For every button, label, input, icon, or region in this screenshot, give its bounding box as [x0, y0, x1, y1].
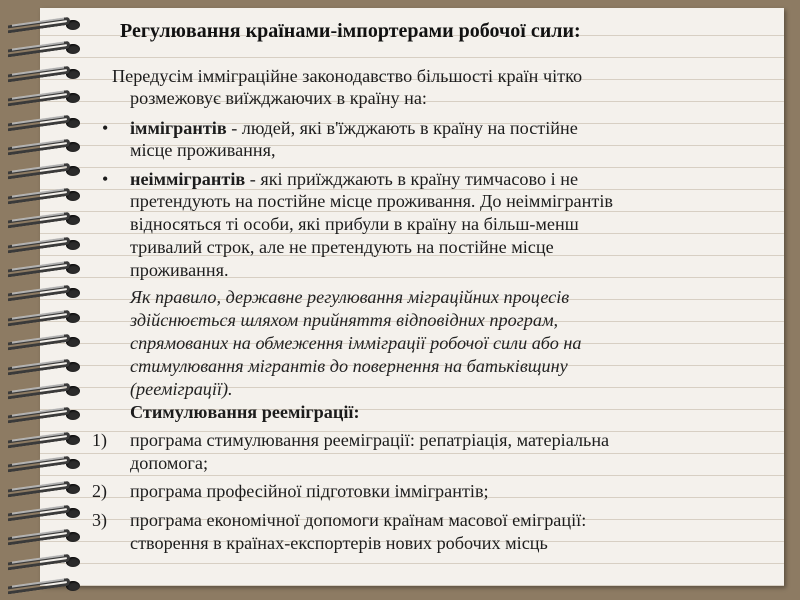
list-number-3: 3) [92, 510, 107, 530]
italic-line-2: здійснюється шляхом прийняття відповідних програм, [130, 310, 559, 330]
bullet-2-line-3: відносяться ті особи, які прибули в країну на більш-менш [130, 214, 579, 234]
italic-line-5: (рееміграції). [130, 379, 233, 399]
bullet-1-line-2: місце проживання, [130, 140, 276, 160]
bullet-1-text: - людей, які в'їжджають в країну на постійне [226, 118, 578, 138]
bullet-marker-1: • [102, 118, 109, 138]
bullet-2-text: - які приїжджають в країну тимчасово і не [245, 169, 579, 189]
list-item-3-line-2: створення в країнах-експортерів нових робочих місць [130, 533, 548, 553]
bullet-2-line-5: проживання. [130, 260, 229, 280]
bullet-1-term: іммігрантів [130, 118, 227, 138]
list-item-1-line-2: допомога; [130, 453, 209, 473]
bullet-2-term: неіммігрантів [130, 169, 246, 189]
italic-line-4: стимулювання мігрантів до повернення на батьківщину [130, 356, 568, 376]
italic-line-3: спрямованих на обмеження імміграції робочої сили або на [130, 333, 582, 353]
bullet-1-line-1 [130, 118, 578, 140]
intro-line-1: Передусім імміграційне законодавство більшості країн чітко [112, 66, 583, 86]
subheading-text: Стимулювання рееміграції: [130, 402, 360, 422]
list-item-1-line-1: програма стимулювання рееміграції: репатріація, матеріальна [130, 430, 610, 450]
intro-line-2: розмежовує виїжджаючих в країну на: [130, 88, 427, 108]
italic-line-1: Як правило, державне регулювання міграційних процесів [130, 287, 570, 307]
bullet-2-line-4: тривалий строк, але не претендують на постійне місце [130, 237, 554, 257]
bullet-marker-2: • [102, 169, 109, 189]
bullet-2-line-2: претендують на постійне місце проживання. До неіммігрантів [130, 191, 613, 211]
list-number-1: 1) [92, 430, 107, 450]
list-item-2-line-1: програма професійної підготовки іммігрантів; [130, 481, 489, 501]
list-item-3-line-1: програма економічної допомоги країнам масової еміграції: [130, 510, 587, 530]
bullet-2-line-1 [130, 169, 578, 191]
page-title: Регулювання країнами-імпортерами робочої сили: [120, 20, 581, 42]
subheading [130, 402, 360, 424]
list-number-2: 2) [92, 481, 107, 501]
